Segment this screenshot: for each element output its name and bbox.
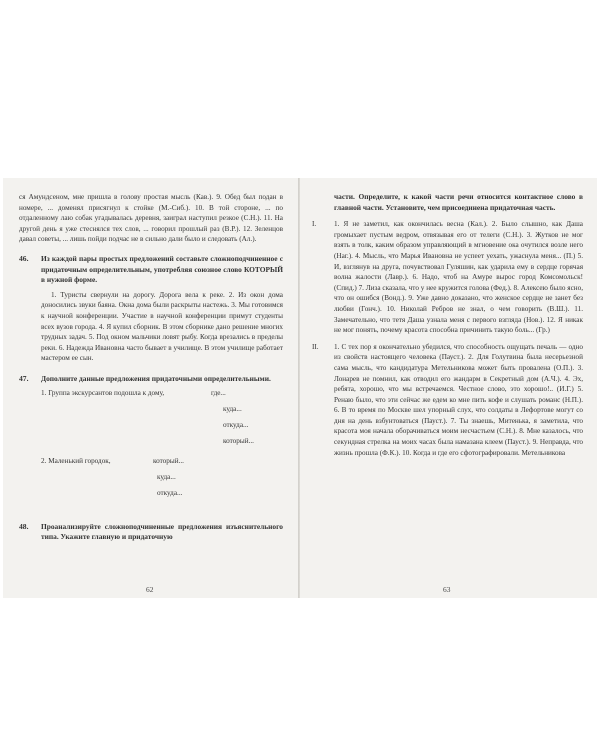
word-option: куда... bbox=[157, 472, 176, 481]
sentence-1-table bbox=[41, 388, 283, 452]
word-option: куда... bbox=[223, 404, 242, 413]
word-option: который... bbox=[153, 456, 184, 465]
sentence-2: 2. Маленький городок, bbox=[41, 456, 111, 465]
sentence-1: 1. Группа экскурсантов подошла к дому, bbox=[41, 388, 165, 397]
right-page bbox=[300, 178, 597, 598]
exercise-task: Из каждой пары простых предложений составьте сложноподчиненное с придаточным определительным, употребляя союзное слово КОТОРЫЙ в нужной форме. bbox=[41, 253, 283, 285]
exercise-task: Проанализируйте сложноподчиненные предложения изъяснительного типа. Укажите главную и придаточную bbox=[41, 521, 283, 542]
exercise-number: 48. bbox=[19, 521, 29, 531]
left-page bbox=[3, 178, 299, 598]
page-number: 63 bbox=[443, 585, 451, 594]
continued-task: части. Определите, к какой части речи относится контактное слово в главной части. Установите, чем присоединена придаточная часть. bbox=[334, 192, 583, 212]
section-text: 1. Я не заметил, как окончилась весна (Кал.). 2. Было слышно, как Даша громыхает пустым ведром, отвязывая его от телеги (С.Н.). 3. Жутков не мог взять в толк, каким образом управляющий в мгновение ока очутился возле него (Наг.). 4. Мысль, что Марья Ивановна не успеет уехать, ужаснула меня... (П.) 5. И, взглянув на друга, почувствовал Гуляшин, как ударила ему в сердце горячая волна жалости (Лавр.). 6. Надо, чтоб на Амуре вырос город Комсомольск! (Спид.) 7. Лиза сказала, что у нее кружится голова (Фед.). 8. Алексею было ясно, что он ошибся (Вонд.). 9. Уже давно доказано, что женское сердце не занет без любви (Гонч.). 10. Николай Ребров не знал, о чем говорить (В.Ш.). 11. Замечательно, что тетя Даша узнала меня с первого взгляда (Нов.). 12. Я никак не мог понять, почему красота способна причинить такую боль... (Гр.) bbox=[334, 220, 583, 335]
continued-paragraph: ся Амундсеном, мне пришла в голову простая мысль (Кав.). 9. Обед был подан в номере, ... доменял присягнул к стойке (М.-Сиб.). 10. В той стороне, ... по отдаленному лаю собак угадывалась деревня, заиграл наступил резкое (С.Н.). 11. На другой день я уже стеснялся тех слов, ... говорил прошлый раз (В.Р.). 12. Зеленцов давал советы, ... лишь пойди подчас не в сильно дали было и следовать (Ал.). bbox=[19, 193, 283, 244]
word-option: откуда... bbox=[157, 488, 183, 497]
exercise-number: 47. bbox=[19, 373, 29, 383]
sentence-2-table bbox=[41, 456, 283, 514]
word-option: который... bbox=[223, 436, 254, 445]
section-numeral: II. bbox=[312, 342, 319, 351]
section-i bbox=[312, 219, 583, 336]
exercise-48 bbox=[19, 522, 283, 543]
section-text: 1. С тех пор я окончательно убедился, что способность ощущать печаль — одно из свойств настоящего человека (Пауст.). 2. Для Голутвина была несерьезной сама мысль, что кандидатура Метельникова может быть провалена (О.П.). 3. Лонарев не помнил, как отводил его жандарм в Секретный дом (А.Ч.). 4. Эх, ребята, хорошо, что мы встречаемся. Честное слово, это хорошо!.. (И.Г.) 5. Ренаю было, что эти сейчас же едем ко мне пить кофе и слушать романс (Н.П.). 6. В то время по Москве шел упорный слух, что солдаты в Лефортове могут со дня на день взбунтоваться (Пауст.). 7. Ты знаешь, Митенька, я заметила, что красота моя начала оборачиваться моим несчастьем (С.Н.). 8. Мне казалось, что секундная стрелка на моих часах была намазана клеем (Пауст.). 9. Неправда, что жизнь прошла (Ф.К.). 10. Когда и где его сфотографировали. Метельникова bbox=[334, 342, 583, 457]
section-numeral: I. bbox=[312, 220, 317, 229]
page-number: 62 bbox=[146, 585, 154, 594]
exercise-task: Дополните данные предложения придаточными определительными. bbox=[41, 373, 271, 383]
word-option: откуда... bbox=[223, 420, 249, 429]
exercise-46 bbox=[19, 254, 283, 364]
exercise-number: 46. bbox=[19, 253, 29, 263]
word-option: где... bbox=[211, 388, 226, 397]
exercise-47 bbox=[19, 374, 283, 514]
exercise-body: 1. Туристы свернули на дорогу. Дорога вела к реке. 2. Из окон дома доносились звуки баяна. Окна дома были раскрыты настежь. 3. Мы готовимся к научной конференции. Участие в научной конференции примут студенты всех вузов города. 4. Я купил сборник. В этом сборнике дано решение многих трудных задач. 5. Под окном мальчики ловят рыбу. Когда врезались в пределы реки. 6. Надежда Ивановна часто бывает в училище. В этом училище работает мастером ее сын. bbox=[41, 290, 283, 363]
section-ii bbox=[312, 342, 583, 459]
